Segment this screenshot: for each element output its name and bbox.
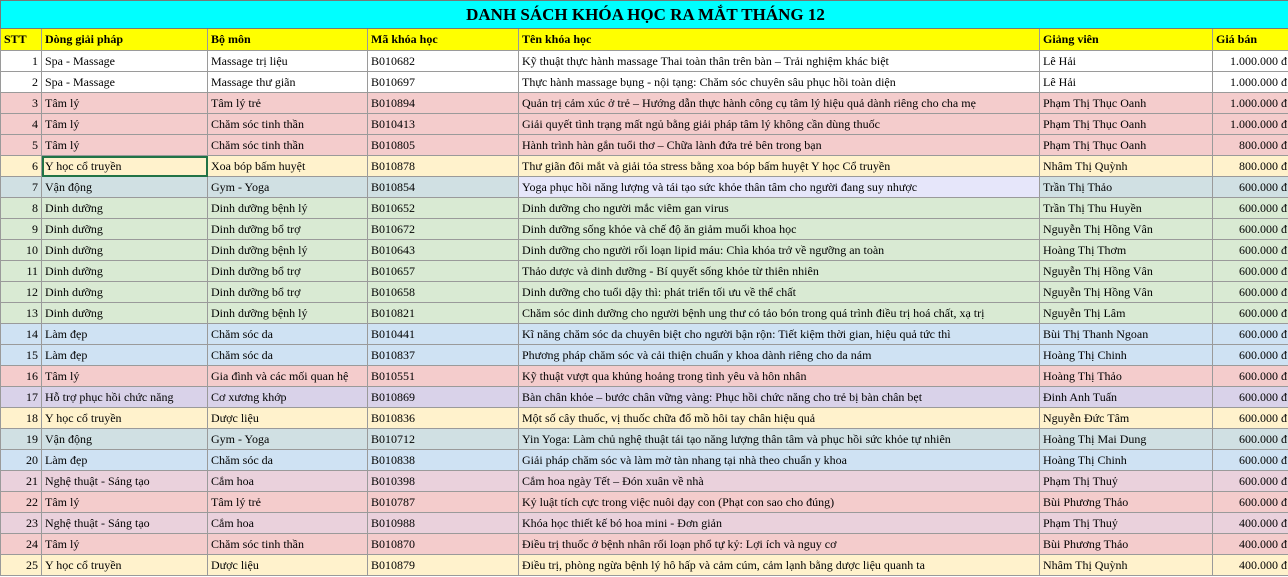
cell-solution-line[interactable]: Y học cổ truyền [42, 156, 208, 177]
cell-subject[interactable]: Xoa bóp bấm huyệt [208, 156, 368, 177]
cell-instructor[interactable]: Trần Thị Thảo [1040, 177, 1213, 198]
cell-course-code[interactable]: B010870 [368, 534, 519, 555]
cell-solution-line[interactable]: Làm đẹp [42, 324, 208, 345]
table-row [1, 450, 1288, 471]
cell-stt[interactable]: 21 [1, 471, 42, 492]
cell-course-code[interactable]: B010836 [368, 408, 519, 429]
cell-instructor[interactable]: Phạm Thị Thuỷ [1040, 471, 1213, 492]
cell-stt[interactable]: 25 [1, 555, 42, 576]
cell-stt[interactable]: 3 [1, 93, 42, 114]
cell-instructor[interactable]: Bùi Thị Thanh Ngoan [1040, 324, 1213, 345]
cell-price[interactable]: 600.000 đ [1213, 261, 1288, 282]
cell-solution-line[interactable]: Dinh dưỡng [42, 282, 208, 303]
cell-price[interactable]: 600.000 đ [1213, 198, 1288, 219]
table-row [1, 408, 1288, 429]
cell-subject[interactable]: Gym - Yoga [208, 177, 368, 198]
cell-course-name[interactable]: Dinh dưỡng cho người rối loạn lipid máu: Chìa khóa trở về ngưỡng an toàn [519, 240, 1040, 261]
table-row [1, 198, 1288, 219]
cell-instructor[interactable]: Trần Thị Thu Huyền [1040, 198, 1213, 219]
header-stt[interactable]: STT [1, 29, 42, 51]
cell-subject[interactable]: Cơ xương khớp [208, 387, 368, 408]
cell-course-name[interactable]: Điều trị, phòng ngừa bệnh lý hô hấp và cảm cúm, cảm lạnh bằng dược liệu quanh ta [519, 555, 1040, 576]
cell-subject[interactable]: Chăm sóc tinh thần [208, 534, 368, 555]
cell-subject[interactable]: Chăm sóc da [208, 450, 368, 471]
cell-solution-line[interactable]: Dinh dưỡng [42, 303, 208, 324]
cell-stt[interactable]: 6 [1, 156, 42, 177]
cell-price[interactable]: 1.000.000 đ [1213, 114, 1288, 135]
cell-course-name[interactable]: Thư giãn đôi mắt và giải tỏa stress bằng xoa bóp bấm huyệt Y học Cổ truyền [519, 156, 1040, 177]
cell-price[interactable]: 600.000 đ [1213, 219, 1288, 240]
cell-instructor[interactable]: Nhâm Thị Quỳnh [1040, 156, 1213, 177]
cell-course-code[interactable]: B010672 [368, 219, 519, 240]
cell-stt[interactable]: 5 [1, 135, 42, 156]
cell-stt[interactable]: 18 [1, 408, 42, 429]
cell-instructor[interactable]: Hoàng Thị Mai Dung [1040, 429, 1213, 450]
table-row [1, 492, 1288, 513]
cell-subject[interactable]: Dinh dưỡng bệnh lý [208, 303, 368, 324]
cell-instructor[interactable]: Nguyễn Thị Hồng Vân [1040, 219, 1213, 240]
cell-price[interactable]: 600.000 đ [1213, 345, 1288, 366]
cell-subject[interactable]: Dinh dưỡng bệnh lý [208, 198, 368, 219]
cell-stt[interactable]: 1 [1, 51, 42, 72]
cell-instructor[interactable]: Hoàng Thị Chinh [1040, 450, 1213, 471]
cell-instructor[interactable]: Phạm Thị Thục Oanh [1040, 135, 1213, 156]
cell-course-code[interactable]: B010879 [368, 555, 519, 576]
table-row [1, 471, 1288, 492]
cell-solution-line[interactable]: Nghệ thuật - Sáng tạo [42, 513, 208, 534]
table-row [1, 513, 1288, 534]
cell-course-name[interactable]: Yin Yoga: Làm chủ nghệ thuật tái tạo năng lượng thân tâm và phục hồi sức khỏe tự nhiên [519, 429, 1040, 450]
cell-course-name[interactable]: Thảo dược và dinh dưỡng - Bí quyết sống khỏe từ thiên nhiên [519, 261, 1040, 282]
header-instructor[interactable]: Giảng viên [1040, 29, 1213, 51]
cell-price[interactable]: 800.000 đ [1213, 135, 1288, 156]
cell-subject[interactable]: Tâm lý trẻ [208, 93, 368, 114]
table-row [1, 324, 1288, 345]
cell-solution-line[interactable]: Y học cổ truyền [42, 555, 208, 576]
cell-price[interactable]: 600.000 đ [1213, 366, 1288, 387]
cell-course-code[interactable]: B010805 [368, 135, 519, 156]
cell-price[interactable]: 400.000 đ [1213, 534, 1288, 555]
title-row [1, 1, 1288, 29]
cell-course-code[interactable]: B010838 [368, 450, 519, 471]
table-row [1, 240, 1288, 261]
cell-course-name[interactable]: Cắm hoa ngày Tết – Đón xuân về nhà [519, 471, 1040, 492]
cell-course-name[interactable]: Bàn chân khỏe – bước chân vững vàng: Phục hồi chức năng cho trẻ bị bàn chân bẹt [519, 387, 1040, 408]
cell-solution-line[interactable]: Spa - Massage [42, 51, 208, 72]
table-row [1, 114, 1288, 135]
cell-solution-line[interactable]: Dinh dưỡng [42, 261, 208, 282]
cell-instructor[interactable]: Đinh Anh Tuấn [1040, 387, 1213, 408]
cell-stt[interactable]: 14 [1, 324, 42, 345]
cell-instructor[interactable]: Hoàng Thị Thảo [1040, 366, 1213, 387]
cell-subject[interactable]: Chăm sóc da [208, 345, 368, 366]
table-row [1, 345, 1288, 366]
cell-course-name[interactable]: Kỷ luật tích cực trong việc nuôi dạy con (Phạt con sao cho đúng) [519, 492, 1040, 513]
cell-course-name[interactable]: Dinh dưỡng sống khỏe và chế độ ăn giảm muối khoa học [519, 219, 1040, 240]
cell-course-name[interactable]: Giải quyết tình trạng mất ngủ bằng giải pháp tâm lý không cần dùng thuốc [519, 114, 1040, 135]
cell-course-code[interactable]: B010837 [368, 345, 519, 366]
cell-subject[interactable]: Gym - Yoga [208, 429, 368, 450]
header-course-code[interactable]: Mã khóa học [368, 29, 519, 51]
cell-instructor[interactable]: Nguyễn Thị Lâm [1040, 303, 1213, 324]
cell-subject[interactable]: Dinh dưỡng bổ trợ [208, 219, 368, 240]
cell-stt[interactable]: 19 [1, 429, 42, 450]
table-row [1, 366, 1288, 387]
table-row [1, 429, 1288, 450]
table-row [1, 534, 1288, 555]
cell-solution-line[interactable]: Tâm lý [42, 114, 208, 135]
sheet-title[interactable]: DANH SÁCH KHÓA HỌC RA MẮT THÁNG 12 [1, 1, 1288, 29]
cell-solution-line[interactable]: Nghệ thuật - Sáng tạo [42, 471, 208, 492]
cell-instructor[interactable]: Bùi Phương Thảo [1040, 534, 1213, 555]
table-row [1, 72, 1288, 93]
cell-instructor[interactable]: Nhâm Thị Quỳnh [1040, 555, 1213, 576]
cell-solution-line[interactable]: Spa - Massage [42, 72, 208, 93]
cell-course-name[interactable]: Quản trị cảm xúc ở trẻ – Hướng dẫn thực hành công cụ tâm lý hiệu quả dành riêng cho cha mẹ [519, 93, 1040, 114]
cell-course-code[interactable]: B010398 [368, 471, 519, 492]
cell-stt[interactable]: 4 [1, 114, 42, 135]
cell-instructor[interactable]: Nguyễn Thị Hồng Vân [1040, 282, 1213, 303]
cell-price[interactable]: 400.000 đ [1213, 513, 1288, 534]
cell-course-code[interactable]: B010657 [368, 261, 519, 282]
cell-price[interactable]: 600.000 đ [1213, 450, 1288, 471]
cell-solution-line[interactable]: Y học cổ truyền [42, 408, 208, 429]
table-row [1, 261, 1288, 282]
cell-subject[interactable]: Dinh dưỡng bổ trợ [208, 261, 368, 282]
table-row [1, 156, 1288, 177]
cell-instructor[interactable]: Phạm Thị Thục Oanh [1040, 93, 1213, 114]
cell-solution-line[interactable]: Dinh dưỡng [42, 219, 208, 240]
cell-solution-line[interactable]: Làm đẹp [42, 450, 208, 471]
cell-course-name[interactable]: Phương pháp chăm sóc và cải thiện chuẩn y khoa dành riêng cho da nám [519, 345, 1040, 366]
cell-instructor[interactable]: Phạm Thị Thuỷ [1040, 513, 1213, 534]
cell-stt[interactable]: 23 [1, 513, 42, 534]
cell-subject[interactable]: Cắm hoa [208, 471, 368, 492]
cell-solution-line[interactable]: Tâm lý [42, 534, 208, 555]
cell-subject[interactable]: Tâm lý trẻ [208, 492, 368, 513]
cell-solution-line[interactable]: Tâm lý [42, 93, 208, 114]
cell-solution-line[interactable]: Hỗ trợ phục hồi chức năng [42, 387, 208, 408]
cell-course-code[interactable]: B010988 [368, 513, 519, 534]
cell-subject[interactable]: Massage thư giãn [208, 72, 368, 93]
cell-course-code[interactable]: B010441 [368, 324, 519, 345]
cell-subject[interactable]: Chăm sóc tinh thần [208, 114, 368, 135]
header-price[interactable]: Giá bán [1213, 29, 1288, 51]
cell-course-name[interactable]: Thực hành massage bụng - nội tạng: Chăm sóc chuyên sâu phục hồi toàn diện [519, 72, 1040, 93]
cell-course-code[interactable]: B010682 [368, 51, 519, 72]
cell-course-code[interactable]: B010697 [368, 72, 519, 93]
header-course-name[interactable]: Tên khóa học [519, 29, 1040, 51]
cell-stt[interactable]: 8 [1, 198, 42, 219]
cell-stt[interactable]: 7 [1, 177, 42, 198]
cell-instructor[interactable]: Nguyễn Đức Tâm [1040, 408, 1213, 429]
cell-stt[interactable]: 20 [1, 450, 42, 471]
cell-course-code[interactable]: B010869 [368, 387, 519, 408]
cell-subject[interactable]: Dinh dưỡng bổ trợ [208, 282, 368, 303]
table-row [1, 177, 1288, 198]
header-solution-line[interactable]: Dòng giải pháp [42, 29, 208, 51]
cell-subject[interactable]: Dinh dưỡng bệnh lý [208, 240, 368, 261]
table-row [1, 51, 1288, 72]
cell-price[interactable]: 600.000 đ [1213, 240, 1288, 261]
cell-solution-line[interactable]: Làm đẹp [42, 345, 208, 366]
cell-price[interactable]: 1.000.000 đ [1213, 51, 1288, 72]
cell-course-name[interactable]: Khóa học thiết kế bó hoa mini - Đơn giản [519, 513, 1040, 534]
cell-course-name[interactable]: Giải pháp chăm sóc và làm mờ tàn nhang tại nhà theo chuẩn y khoa [519, 450, 1040, 471]
cell-solution-line[interactable]: Tâm lý [42, 366, 208, 387]
cell-course-name[interactable]: Dinh dưỡng cho người mắc viêm gan virus [519, 198, 1040, 219]
cell-price[interactable]: 600.000 đ [1213, 282, 1288, 303]
cell-price[interactable]: 600.000 đ [1213, 387, 1288, 408]
cell-stt[interactable]: 24 [1, 534, 42, 555]
cell-price[interactable]: 600.000 đ [1213, 429, 1288, 450]
cell-stt[interactable]: 10 [1, 240, 42, 261]
cell-course-code[interactable]: B010643 [368, 240, 519, 261]
table-row [1, 135, 1288, 156]
cell-solution-line[interactable]: Tâm lý [42, 492, 208, 513]
cell-solution-line[interactable]: Vận động [42, 429, 208, 450]
cell-subject[interactable]: Gia đình và các mối quan hệ [208, 366, 368, 387]
table-row [1, 282, 1288, 303]
cell-course-code[interactable]: B010658 [368, 282, 519, 303]
cell-course-code[interactable]: B010712 [368, 429, 519, 450]
cell-course-name[interactable]: Kĩ năng chăm sóc da chuyên biệt cho người bận rộn: Tiết kiệm thời gian, hiệu quả tức thì [519, 324, 1040, 345]
cell-course-name[interactable]: Chăm sóc dinh dưỡng cho người bệnh ung thư có tảo bón trong quá trình điều trị hoá chất, xạ trị [519, 303, 1040, 324]
cell-course-code[interactable]: B010878 [368, 156, 519, 177]
cell-instructor[interactable]: Bùi Phương Thảo [1040, 492, 1213, 513]
cell-solution-line[interactable]: Dinh dưỡng [42, 240, 208, 261]
table-row [1, 93, 1288, 114]
cell-course-name[interactable]: Một số cây thuốc, vị thuốc chữa đổ mồ hôi tay chân hiệu quả [519, 408, 1040, 429]
cell-course-code[interactable]: B010551 [368, 366, 519, 387]
cell-subject[interactable]: Massage trị liệu [208, 51, 368, 72]
cell-subject[interactable]: Dược liệu [208, 408, 368, 429]
cell-price[interactable]: 600.000 đ [1213, 471, 1288, 492]
cell-price[interactable]: 400.000 đ [1213, 555, 1288, 576]
cell-course-code[interactable]: B010854 [368, 177, 519, 198]
table-row [1, 219, 1288, 240]
cell-instructor[interactable]: Lê Hải [1040, 51, 1213, 72]
cell-solution-line[interactable]: Dinh dưỡng [42, 198, 208, 219]
cell-subject[interactable]: Chăm sóc tinh thần [208, 135, 368, 156]
header-row [1, 29, 1288, 51]
table-row [1, 303, 1288, 324]
cell-stt[interactable]: 12 [1, 282, 42, 303]
cell-course-code[interactable]: B010894 [368, 93, 519, 114]
cell-price[interactable]: 1.000.000 đ [1213, 93, 1288, 114]
cell-course-code[interactable]: B010821 [368, 303, 519, 324]
cell-course-name[interactable]: Kỹ thuật thực hành massage Thai toàn thân trên bàn – Trải nghiệm khác biệt [519, 51, 1040, 72]
cell-solution-line[interactable]: Tâm lý [42, 135, 208, 156]
cell-instructor[interactable]: Nguyễn Thị Hồng Vân [1040, 261, 1213, 282]
cell-course-code[interactable]: B010413 [368, 114, 519, 135]
cell-course-name[interactable]: Yoga phục hồi năng lượng và tái tạo sức khỏe thân tâm cho người đang suy nhược [519, 177, 1040, 198]
cell-subject[interactable]: Chăm sóc da [208, 324, 368, 345]
cell-stt[interactable]: 17 [1, 387, 42, 408]
cell-price[interactable]: 600.000 đ [1213, 303, 1288, 324]
cell-stt[interactable]: 11 [1, 261, 42, 282]
cell-subject[interactable]: Dược liệu [208, 555, 368, 576]
cell-course-code[interactable]: B010652 [368, 198, 519, 219]
cell-stt[interactable]: 15 [1, 345, 42, 366]
cell-stt[interactable]: 16 [1, 366, 42, 387]
cell-price[interactable]: 600.000 đ [1213, 324, 1288, 345]
cell-instructor[interactable]: Phạm Thị Thục Oanh [1040, 114, 1213, 135]
cell-price[interactable]: 600.000 đ [1213, 177, 1288, 198]
cell-stt[interactable]: 2 [1, 72, 42, 93]
cell-stt[interactable]: 13 [1, 303, 42, 324]
cell-subject[interactable]: Cắm hoa [208, 513, 368, 534]
cell-instructor[interactable]: Hoàng Thị Thơm [1040, 240, 1213, 261]
cell-course-code[interactable]: B010787 [368, 492, 519, 513]
cell-price[interactable]: 1.000.000 đ [1213, 72, 1288, 93]
cell-course-name[interactable]: Dinh dưỡng cho tuổi dậy thì: phát triển tối ưu về thể chất [519, 282, 1040, 303]
cell-solution-line[interactable]: Vận động [42, 177, 208, 198]
table-row [1, 387, 1288, 408]
cell-instructor[interactable]: Hoàng Thị Chinh [1040, 345, 1213, 366]
header-subject[interactable]: Bộ môn [208, 29, 368, 51]
cell-price[interactable]: 600.000 đ [1213, 492, 1288, 513]
cell-course-name[interactable]: Kỹ thuật vượt qua khủng hoảng trong tình yêu và hôn nhân [519, 366, 1040, 387]
cell-price[interactable]: 800.000 đ [1213, 156, 1288, 177]
table-row [1, 555, 1288, 576]
cell-price[interactable]: 600.000 đ [1213, 408, 1288, 429]
cell-instructor[interactable]: Lê Hải [1040, 72, 1213, 93]
cell-stt[interactable]: 22 [1, 492, 42, 513]
cell-stt[interactable]: 9 [1, 219, 42, 240]
cell-course-name[interactable]: Hành trình hàn gắn tuổi thơ – Chữa lành đứa trẻ bên trong bạn [519, 135, 1040, 156]
cell-course-name[interactable]: Điều trị thuốc ở bệnh nhân rối loạn phổ tự kỷ: Lợi ích và nguy cơ [519, 534, 1040, 555]
